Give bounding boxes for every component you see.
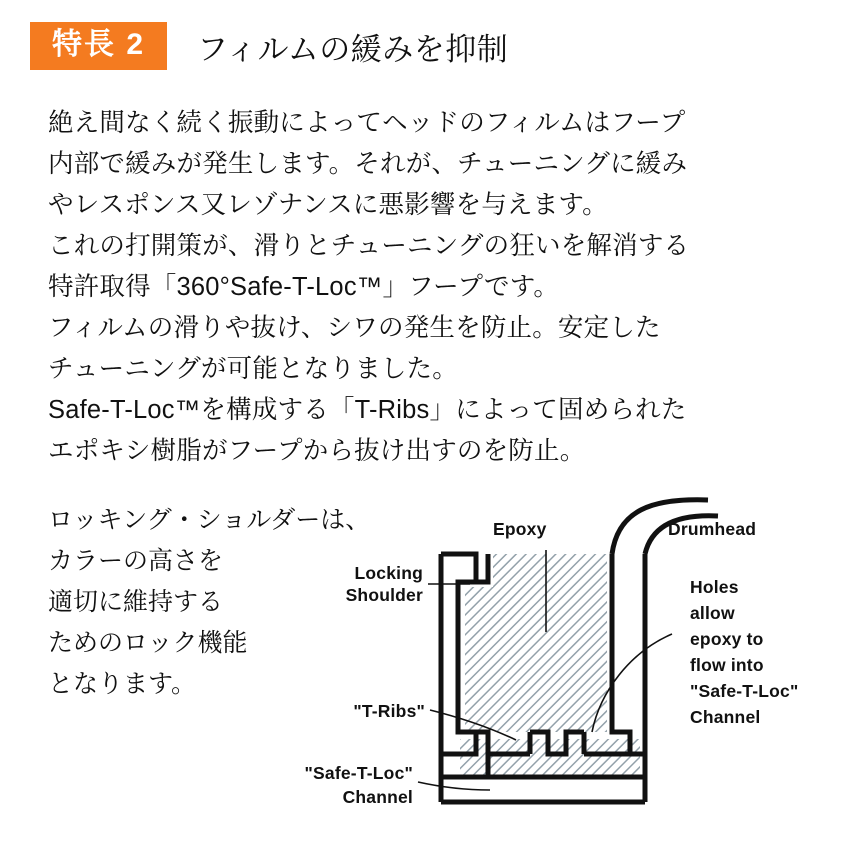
label-holes-line5: "Safe-T-Loc" (690, 681, 799, 701)
body-line-3: やレスポンス又レゾナンスに悪影響を与えます。 (48, 191, 608, 219)
caption-line-4: ためのロック機能 (48, 629, 248, 657)
body-line-4: これの打開策が、滑りとチューニングの狂いを解消する (48, 232, 690, 260)
body-line-1: 絶え間なく続く振動によってヘッドのフィルムはフープ (48, 109, 686, 137)
section-diagram (0, 492, 850, 850)
label-holes-line6: Channel (690, 707, 761, 727)
label-locking-shoulder-line2: Shoulder (345, 585, 423, 605)
label-holes-line3: epoxy to (690, 629, 764, 649)
body-line-2: 内部で緩みが発生します。それが、チューニングに緩み (48, 150, 688, 178)
caption-line-3: 適切に維持する (48, 588, 224, 616)
hoop-cross-section-diagram (300, 492, 845, 842)
section-header (30, 22, 508, 70)
label-holes-line2: allow (690, 603, 735, 623)
page-title: フィルムの緩みを抑制 (197, 31, 509, 67)
label-channel-line2: Channel (342, 787, 413, 807)
body-line-6: フィルムの滑りや抜け、シワの発生を防止。安定した (48, 314, 661, 342)
body-line-7: チューニングが可能となりました。 (48, 355, 458, 383)
caption-line-2: カラーの高さを (48, 547, 224, 575)
label-holes-line4: flow into (690, 655, 764, 675)
label-t-ribs: "T-Ribs" (353, 701, 425, 721)
feature-badge: 特長 2 (30, 22, 167, 70)
label-epoxy: Epoxy (493, 519, 547, 539)
caption-line-1: ロッキング・ショルダーは、 (48, 506, 371, 534)
body-line-5: 特許取得「360°Safe-T-Loc™」フープです。 (48, 273, 560, 301)
body-line-9: エポキシ樹脂がフープから抜け出すのを防止。 (48, 437, 586, 465)
label-holes-line1: Holes (690, 577, 739, 597)
body-line-8: Safe-T-Loc™を構成する「T-Ribs」によって固められた (48, 396, 687, 424)
caption-line-5: となります。 (48, 670, 197, 698)
label-locking-shoulder-line1: Locking (354, 563, 423, 583)
label-drumhead: Drumhead (668, 519, 757, 539)
body-copy (48, 103, 828, 472)
label-channel-line1: "Safe-T-Loc" (304, 763, 413, 783)
